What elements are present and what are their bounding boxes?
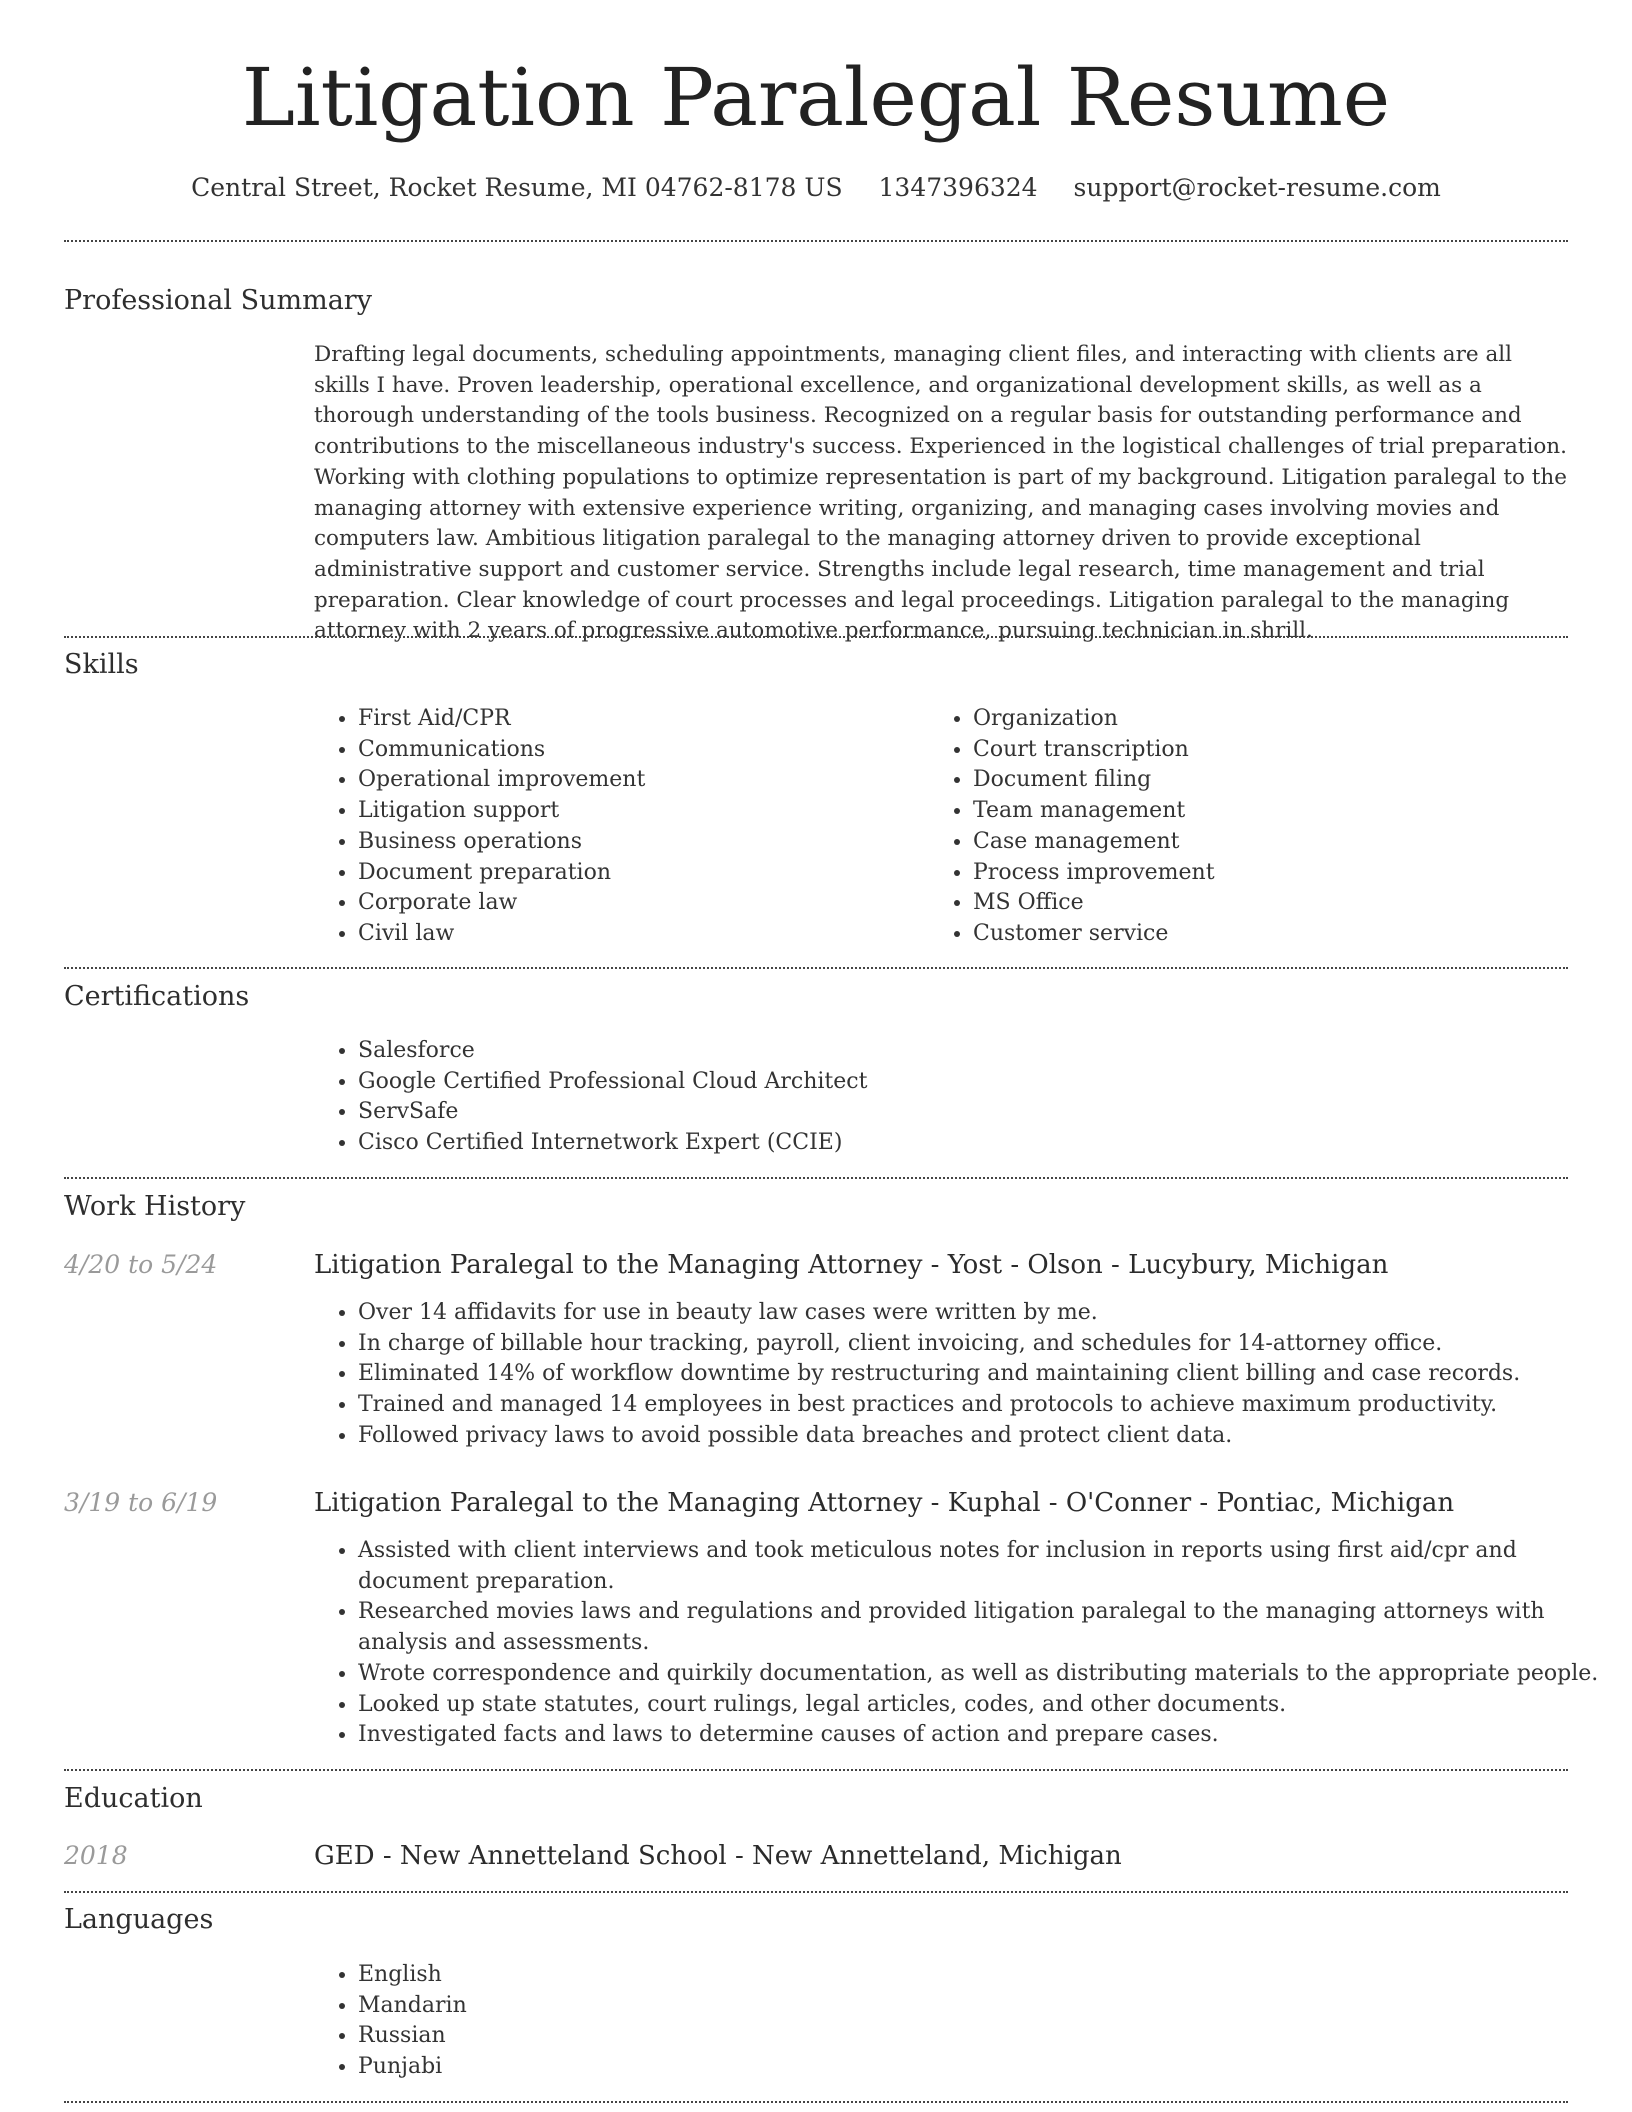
- divider: [64, 1177, 1568, 1179]
- list-item: • Looked up state statutes, court rulings, legal articles, codes, and other documents.: [358, 1690, 1614, 1721]
- list-item: • English: [358, 1960, 958, 1991]
- email: support@rocket-resume.com: [1073, 173, 1441, 202]
- address: Central Street, Rocket Resume, MI 04762-8178 US: [191, 173, 843, 202]
- list-item: • Assisted with client interviews and took meticulous notes for inclusion in reports using first aid/cpr and document preparation.: [358, 1536, 1614, 1597]
- list-item: • First Aid/CPR: [358, 704, 918, 735]
- skills-list-right: [929, 704, 1573, 950]
- list-item: • Wrote correspondence and quirkily documentation, as well as distributing materials to the appropriate people.: [358, 1659, 1614, 1690]
- languages-heading: Languages: [64, 1904, 214, 1935]
- list-item: • Researched movies laws and regulations and provided litigation paralegal to the managing attorneys with analysis and assessments.: [358, 1597, 1614, 1658]
- job-dates: 3/19 to 6/19: [64, 1488, 218, 1517]
- list-item: • Civil law: [358, 919, 918, 950]
- education-heading: Education: [64, 1783, 203, 1814]
- contact-line: [0, 168, 1632, 208]
- list-item: • Communications: [358, 735, 918, 766]
- job-bullets: [314, 1298, 1614, 1452]
- list-item: • Court transcription: [973, 735, 1573, 766]
- list-item: • Followed privacy laws to avoid possible data breaches and protect client data.: [358, 1421, 1614, 1452]
- list-item: • Case management: [973, 827, 1573, 858]
- list-item: • Organization: [973, 704, 1573, 735]
- education-year: 2018: [64, 1841, 128, 1870]
- list-item: • Google Certified Professional Cloud Architect: [358, 1067, 1558, 1098]
- skills-list-left: [314, 704, 918, 950]
- divider: [64, 967, 1568, 969]
- list-item: • Operational improvement: [358, 765, 918, 796]
- list-item: • Eliminated 14% of workflow downtime by restructuring and maintaining client billing and case records.: [358, 1359, 1614, 1390]
- list-item: • Over 14 affidavits for use in beauty law cases were written by me.: [358, 1298, 1614, 1329]
- education-entry: GED - New Annetteland School - New Annetteland, Michigan: [314, 1841, 1122, 1871]
- certifications-heading: Certifications: [64, 981, 250, 1012]
- list-item: • Russian: [358, 2021, 958, 2052]
- job-title: Litigation Paralegal to the Managing Attorney - Kuphal - O'Conner - Pontiac, Michigan: [314, 1488, 1455, 1518]
- languages-list: [314, 1960, 958, 2083]
- resume-title: Litigation Paralegal Resume: [241, 51, 1391, 144]
- list-item: • Punjabi: [358, 2052, 958, 2083]
- summary-text: Drafting legal documents, scheduling appointments, managing client files, and interacting with clients are all skills I have. Proven leadership, operational excellence, and organizational development skills, as well as a thorough understanding of the tools business. Recognized on a regular basis for outstanding performance and contributions to the miscellaneous industry's success. Experienced in the logistical challenges of trial preparation. Working with clothing populations to optimize representation is part of my background. Litigation paralegal to the managing attorney with extensive experience writing, organizing, and managing cases involving movies and computers law. Ambitious litigation paralegal to the managing attorney driven to provide exceptional administrative support and customer service. Strengths include legal research, time management and trial preparation. Clear knowledge of court processes and legal proceedings. Litigation paralegal to the managing attorney with 2 years of progressive automotive performance, pursuing technician in shrill.: [314, 342, 1567, 644]
- list-item: • Salesforce: [358, 1036, 1558, 1067]
- list-item: • Business operations: [358, 827, 918, 858]
- list-item: • Document preparation: [358, 858, 918, 889]
- list-item: • ServSafe: [358, 1097, 1558, 1128]
- list-item: • Process improvement: [973, 858, 1573, 889]
- phone: 1347396324: [878, 173, 1038, 202]
- divider: [64, 1891, 1568, 1893]
- job-bullets: [314, 1536, 1614, 1751]
- summary-heading: Professional Summary: [64, 285, 372, 316]
- divider: [64, 636, 1568, 638]
- list-item: • Mandarin: [358, 1991, 958, 2022]
- list-item: • Cisco Certified Internetwork Expert (CCIE): [358, 1128, 1558, 1159]
- list-item: • Corporate law: [358, 888, 918, 919]
- list-item: • In charge of billable hour tracking, payroll, client invoicing, and schedules for 14-attorney office.: [358, 1329, 1614, 1360]
- list-item: • Litigation support: [358, 796, 918, 827]
- skills-heading: Skills: [64, 649, 139, 680]
- job-dates: 4/20 to 5/24: [64, 1250, 218, 1279]
- work-history-heading: Work History: [64, 1191, 246, 1222]
- list-item: • Trained and managed 14 employees in best practices and protocols to achieve maximum productivity.: [358, 1390, 1614, 1421]
- list-item: • MS Office: [973, 888, 1573, 919]
- list-item: • Team management: [973, 796, 1573, 827]
- list-item: • Investigated facts and laws to determine causes of action and prepare cases.: [358, 1720, 1614, 1751]
- divider: [64, 1769, 1568, 1771]
- divider: [64, 2101, 1568, 2103]
- list-item: • Document filing: [973, 765, 1573, 796]
- list-item: • Customer service: [973, 919, 1573, 950]
- certifications-list: [314, 1036, 1558, 1159]
- divider: [64, 240, 1568, 242]
- job-title: Litigation Paralegal to the Managing Attorney - Yost - Olson - Lucybury, Michigan: [314, 1250, 1389, 1280]
